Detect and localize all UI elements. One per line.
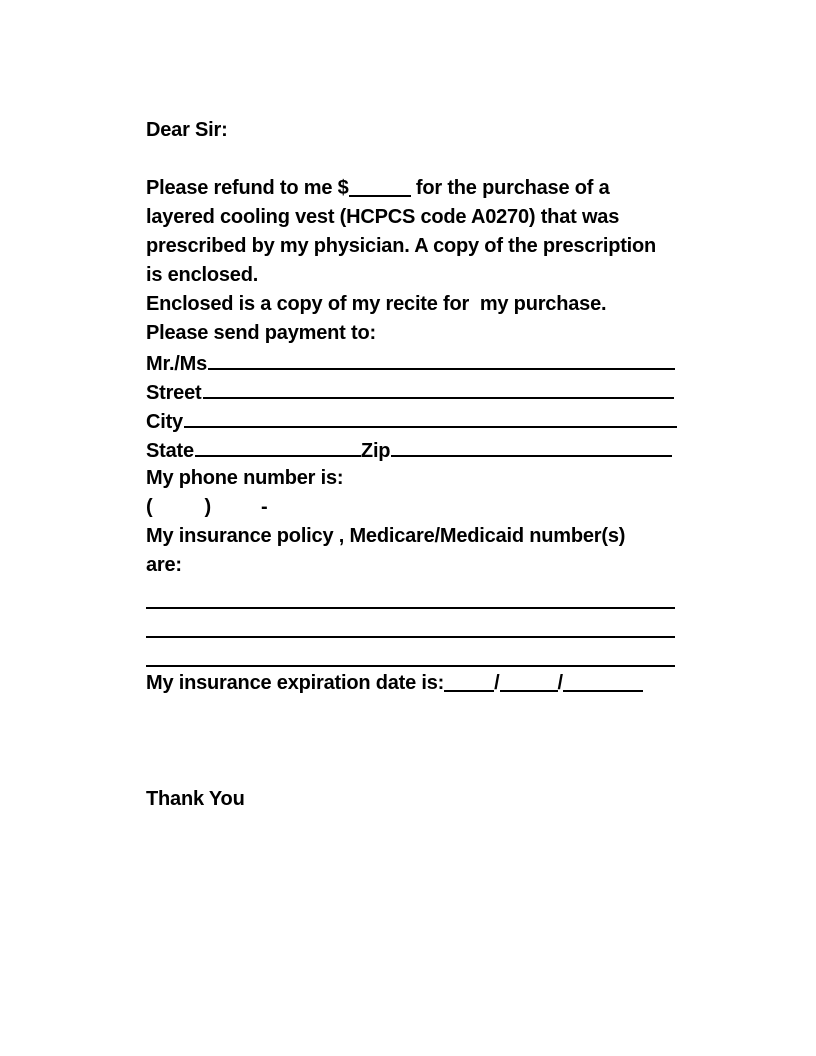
phone-dash: - xyxy=(260,496,268,518)
insurance-line-1: My insurance policy , Medicare/Medicaid number(s) xyxy=(146,525,626,547)
expiration-day-blank[interactable] xyxy=(500,670,558,692)
paragraph-line-4: is enclosed. xyxy=(146,264,259,286)
salutation: Dear Sir: xyxy=(146,119,228,141)
insurance-number-blank-2[interactable] xyxy=(146,609,675,638)
refund-line xyxy=(146,174,686,203)
enclosed-line: Enclosed is a copy of my recite for my purchase. xyxy=(146,293,607,315)
state-zip-row xyxy=(146,435,672,464)
paragraph-line-3: prescribed by my physician. A copy of the prescription xyxy=(146,235,657,257)
phone-label: My phone number is: xyxy=(146,467,344,489)
insurance-number-blank-3[interactable] xyxy=(146,638,675,667)
date-separator-2: / xyxy=(557,672,563,694)
refund-prefix: Please refund to me $ xyxy=(146,177,349,199)
zip-blank[interactable] xyxy=(391,435,672,457)
name-row xyxy=(146,348,675,377)
expiration-row xyxy=(146,669,686,698)
date-separator-1: / xyxy=(494,672,500,694)
city-row xyxy=(146,406,677,435)
state-blank[interactable] xyxy=(195,435,361,457)
phone-open-paren: ( xyxy=(146,496,153,518)
city-label: City xyxy=(146,411,183,433)
letter-body xyxy=(146,116,686,814)
street-row xyxy=(146,377,674,406)
payment-line: Please send payment to: xyxy=(146,322,376,344)
name-blank[interactable] xyxy=(208,348,675,370)
expiration-month-blank[interactable] xyxy=(444,670,494,692)
refund-amount-blank[interactable] xyxy=(349,175,411,197)
name-label: Mr./Ms xyxy=(146,353,208,375)
expiration-year-blank[interactable] xyxy=(563,670,643,692)
closing: Thank You xyxy=(146,788,245,810)
street-label: Street xyxy=(146,382,202,404)
expiration-label: My insurance expiration date is: xyxy=(146,672,445,694)
street-blank[interactable] xyxy=(203,377,675,399)
phone-row xyxy=(146,493,686,522)
insurance-line-2: are: xyxy=(146,554,182,576)
state-label: State xyxy=(146,440,194,462)
insurance-number-blank-1[interactable] xyxy=(146,580,675,609)
zip-label: Zip xyxy=(360,440,391,462)
paragraph-line-2: layered cooling vest (HCPCS code A0270) that was xyxy=(146,206,620,228)
phone-close-paren: ) xyxy=(204,496,211,518)
refund-suffix: for the purchase of a xyxy=(415,177,610,199)
city-blank[interactable] xyxy=(184,406,677,428)
spacer xyxy=(146,145,686,174)
